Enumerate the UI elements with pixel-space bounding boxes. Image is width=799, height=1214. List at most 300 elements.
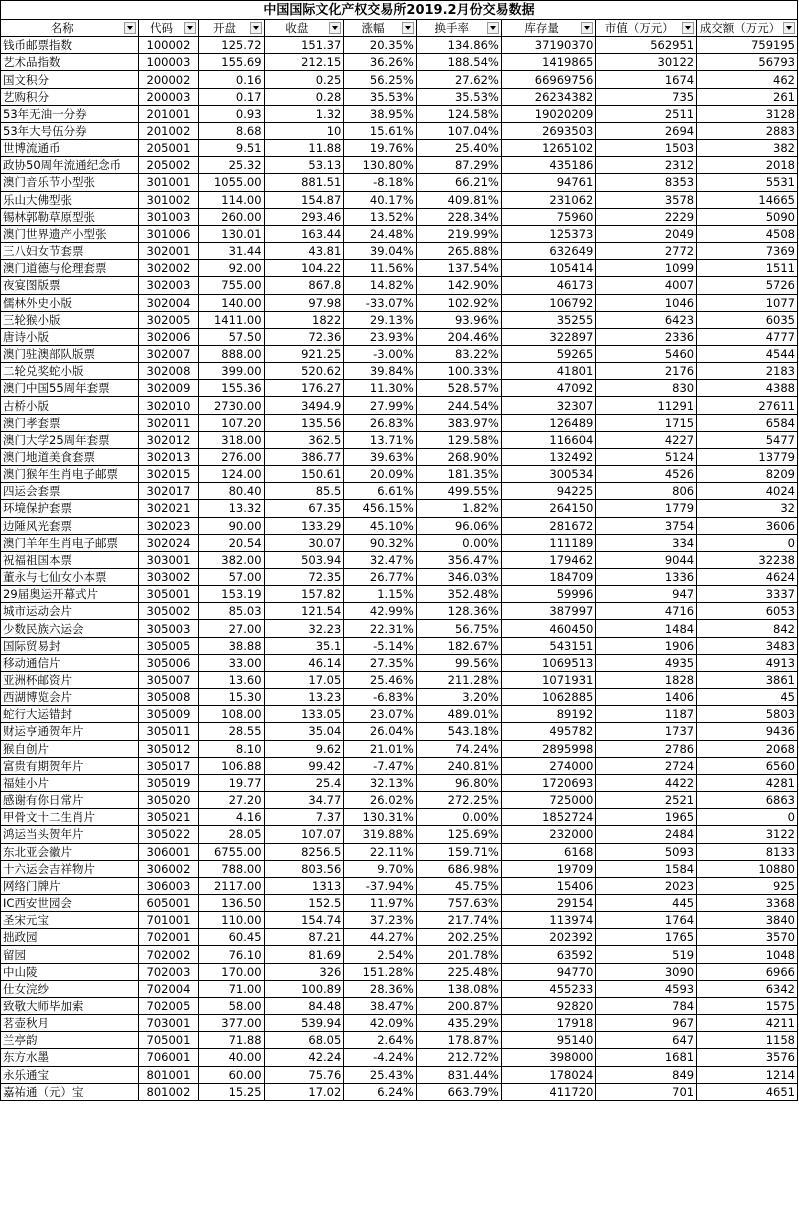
cell-change: 24.48% xyxy=(344,225,416,242)
cell-change: 21.01% xyxy=(344,740,416,757)
cell-open: 110.00 xyxy=(199,912,264,929)
cell-name: 澳门道德与伦理套票 xyxy=(1,260,139,277)
cell-close: 81.69 xyxy=(264,946,344,963)
cell-open: 19.77 xyxy=(199,774,264,791)
cell-volume: 4777 xyxy=(697,328,798,345)
table-row xyxy=(1,826,798,843)
cell-turnover: 0.00% xyxy=(416,809,501,826)
cell-name: 少数民族六运会 xyxy=(1,620,139,637)
cell-open: 4.16 xyxy=(199,809,264,826)
filter-dropdown-icon[interactable] xyxy=(124,22,136,34)
cell-change: 26.02% xyxy=(344,792,416,809)
cell-change: 23.07% xyxy=(344,706,416,723)
table-row xyxy=(1,328,798,345)
cell-code: 302010 xyxy=(138,397,199,414)
cell-market-value: 562951 xyxy=(596,37,697,54)
cell-stock: 116604 xyxy=(501,431,596,448)
cell-stock: 184709 xyxy=(501,569,596,586)
cell-turnover: 182.67% xyxy=(416,637,501,654)
cell-code: 205001 xyxy=(138,140,199,157)
cell-name: 夜宴图版票 xyxy=(1,277,139,294)
cell-stock: 41801 xyxy=(501,363,596,380)
table-row xyxy=(1,483,798,500)
cell-stock: 300534 xyxy=(501,466,596,483)
table-row xyxy=(1,311,798,328)
column-header-label: 代码 xyxy=(149,21,173,36)
cell-open: 58.00 xyxy=(199,997,264,1014)
cell-volume: 6053 xyxy=(697,603,798,620)
cell-open: 13.60 xyxy=(199,671,264,688)
cell-code: 302006 xyxy=(138,328,199,345)
cell-volume: 13779 xyxy=(697,448,798,465)
column-header-change xyxy=(344,20,416,37)
cell-stock: 89192 xyxy=(501,706,596,723)
table-row xyxy=(1,997,798,1014)
cell-code: 702002 xyxy=(138,946,199,963)
cell-change: 151.28% xyxy=(344,963,416,980)
cell-market-value: 1765 xyxy=(596,929,697,946)
cell-stock: 231062 xyxy=(501,191,596,208)
cell-code: 200003 xyxy=(138,88,199,105)
table-row xyxy=(1,140,798,157)
cell-close: 157.82 xyxy=(264,586,344,603)
cell-change: -5.14% xyxy=(344,637,416,654)
cell-close: 176.27 xyxy=(264,380,344,397)
cell-market-value: 11291 xyxy=(596,397,697,414)
cell-open: 125.72 xyxy=(199,37,264,54)
cell-stock: 106792 xyxy=(501,294,596,311)
cell-close: 1313 xyxy=(264,877,344,894)
cell-open: 28.55 xyxy=(199,723,264,740)
cell-volume: 6035 xyxy=(697,311,798,328)
column-header-stock xyxy=(501,20,596,37)
filter-dropdown-icon[interactable] xyxy=(329,22,341,34)
cell-open: 140.00 xyxy=(199,294,264,311)
cell-stock: 94761 xyxy=(501,174,596,191)
cell-code: 302005 xyxy=(138,311,199,328)
cell-name: 国文积分 xyxy=(1,71,139,88)
cell-open: 2730.00 xyxy=(199,397,264,414)
cell-turnover: 87.29% xyxy=(416,157,501,174)
cell-name: 53年大号伍分券 xyxy=(1,122,139,139)
cell-open: 318.00 xyxy=(199,431,264,448)
cell-market-value: 2229 xyxy=(596,208,697,225)
cell-market-value: 4422 xyxy=(596,774,697,791)
cell-stock: 94770 xyxy=(501,963,596,980)
cell-turnover: 96.06% xyxy=(416,517,501,534)
table-row xyxy=(1,1083,798,1100)
table-body xyxy=(1,37,798,1101)
cell-volume: 261 xyxy=(697,88,798,105)
cell-market-value: 3754 xyxy=(596,517,697,534)
cell-market-value: 784 xyxy=(596,997,697,1014)
cell-open: 60.00 xyxy=(199,1066,264,1083)
cell-open: 28.05 xyxy=(199,826,264,843)
cell-volume: 3576 xyxy=(697,1049,798,1066)
cell-open: 0.93 xyxy=(199,105,264,122)
cell-code: 302011 xyxy=(138,414,199,431)
filter-dropdown-icon[interactable] xyxy=(682,22,694,34)
filter-dropdown-icon[interactable] xyxy=(250,22,262,34)
cell-name: 十六运会吉祥物片 xyxy=(1,860,139,877)
cell-open: 108.00 xyxy=(199,706,264,723)
cell-turnover: 102.92% xyxy=(416,294,501,311)
table-row xyxy=(1,37,798,54)
cell-code: 301003 xyxy=(138,208,199,225)
cell-stock: 1720693 xyxy=(501,774,596,791)
cell-market-value: 5460 xyxy=(596,345,697,362)
cell-stock: 132492 xyxy=(501,448,596,465)
cell-close: 152.5 xyxy=(264,894,344,911)
cell-close: 293.46 xyxy=(264,208,344,225)
cell-open: 1055.00 xyxy=(199,174,264,191)
table-row xyxy=(1,1066,798,1083)
cell-close: 8256.5 xyxy=(264,843,344,860)
cell-name: 澳门中国55周年套票 xyxy=(1,380,139,397)
cell-name: 三轮猴小版 xyxy=(1,311,139,328)
table-row xyxy=(1,277,798,294)
cell-market-value: 1906 xyxy=(596,637,697,654)
cell-code: 703001 xyxy=(138,1015,199,1032)
cell-open: 38.88 xyxy=(199,637,264,654)
cell-volume: 842 xyxy=(697,620,798,637)
cell-stock: 179462 xyxy=(501,551,596,568)
cell-change: 9.70% xyxy=(344,860,416,877)
table-row xyxy=(1,174,798,191)
cell-name: 澳门音乐节小型张 xyxy=(1,174,139,191)
cell-market-value: 2336 xyxy=(596,328,697,345)
cell-change: 38.47% xyxy=(344,997,416,1014)
table-row xyxy=(1,225,798,242)
cell-volume: 1077 xyxy=(697,294,798,311)
cell-market-value: 2484 xyxy=(596,826,697,843)
cell-code: 302004 xyxy=(138,294,199,311)
filter-dropdown-icon[interactable] xyxy=(783,22,795,34)
cell-volume: 8133 xyxy=(697,843,798,860)
cell-change: 11.56% xyxy=(344,260,416,277)
cell-close: 35.1 xyxy=(264,637,344,654)
cell-close: 30.07 xyxy=(264,534,344,551)
cell-volume: 4624 xyxy=(697,569,798,586)
cell-code: 305001 xyxy=(138,586,199,603)
cell-volume: 5090 xyxy=(697,208,798,225)
cell-market-value: 1046 xyxy=(596,294,697,311)
cell-name: 财运亨通贺年片 xyxy=(1,723,139,740)
cell-turnover: 0.00% xyxy=(416,534,501,551)
cell-stock: 6168 xyxy=(501,843,596,860)
cell-open: 106.88 xyxy=(199,757,264,774)
cell-close: 520.62 xyxy=(264,363,344,380)
cell-turnover: 200.87% xyxy=(416,997,501,1014)
cell-turnover: 244.54% xyxy=(416,397,501,414)
cell-name: 国际贸易封 xyxy=(1,637,139,654)
table-row xyxy=(1,71,798,88)
cell-close: 46.14 xyxy=(264,654,344,671)
cell-name: 儒林外史小版 xyxy=(1,294,139,311)
cell-change: -7.47% xyxy=(344,757,416,774)
cell-name: 东北亚会徽片 xyxy=(1,843,139,860)
cell-change: 319.88% xyxy=(344,826,416,843)
cell-stock: 281672 xyxy=(501,517,596,534)
cell-turnover: 181.35% xyxy=(416,466,501,483)
cell-volume: 1048 xyxy=(697,946,798,963)
cell-change: 19.76% xyxy=(344,140,416,157)
cell-name: 茗壶秋月 xyxy=(1,1015,139,1032)
filter-dropdown-icon[interactable] xyxy=(402,22,414,34)
cell-name: 澳门驻澳部队版票 xyxy=(1,345,139,362)
cell-open: 15.25 xyxy=(199,1083,264,1100)
cell-name: 董永与七仙女小本票 xyxy=(1,569,139,586)
cell-stock: 63592 xyxy=(501,946,596,963)
trading-data-table xyxy=(0,19,798,1101)
cell-code: 302024 xyxy=(138,534,199,551)
column-header-name xyxy=(1,20,139,37)
cell-change: 456.15% xyxy=(344,500,416,517)
table-row xyxy=(1,723,798,740)
cell-code: 302002 xyxy=(138,260,199,277)
cell-turnover: 56.75% xyxy=(416,620,501,637)
cell-close: 104.22 xyxy=(264,260,344,277)
cell-open: 27.00 xyxy=(199,620,264,637)
cell-code: 305007 xyxy=(138,671,199,688)
table-row xyxy=(1,534,798,551)
cell-open: 107.20 xyxy=(199,414,264,431)
cell-turnover: 178.87% xyxy=(416,1032,501,1049)
table-row xyxy=(1,894,798,911)
cell-open: 788.00 xyxy=(199,860,264,877)
cell-change: 6.24% xyxy=(344,1083,416,1100)
cell-turnover: 346.03% xyxy=(416,569,501,586)
cell-change: 40.17% xyxy=(344,191,416,208)
cell-close: 154.74 xyxy=(264,912,344,929)
cell-code: 100002 xyxy=(138,37,199,54)
cell-code: 306001 xyxy=(138,843,199,860)
cell-volume: 6584 xyxy=(697,414,798,431)
cell-open: 2117.00 xyxy=(199,877,264,894)
table-row xyxy=(1,294,798,311)
cell-name: 圣宋元宝 xyxy=(1,912,139,929)
cell-volume: 759195 xyxy=(697,37,798,54)
filter-dropdown-icon[interactable] xyxy=(184,22,196,34)
cell-volume: 32238 xyxy=(697,551,798,568)
table-row xyxy=(1,1032,798,1049)
cell-close: 25.4 xyxy=(264,774,344,791)
cell-stock: 19020209 xyxy=(501,105,596,122)
cell-market-value: 1764 xyxy=(596,912,697,929)
cell-change: 39.63% xyxy=(344,448,416,465)
cell-open: 0.17 xyxy=(199,88,264,105)
cell-code: 301002 xyxy=(138,191,199,208)
cell-volume: 3840 xyxy=(697,912,798,929)
cell-name: 钱币邮票指数 xyxy=(1,37,139,54)
cell-volume: 3128 xyxy=(697,105,798,122)
table-row xyxy=(1,466,798,483)
table-row xyxy=(1,860,798,877)
table-row xyxy=(1,757,798,774)
cell-close: 17.05 xyxy=(264,671,344,688)
cell-close: 97.98 xyxy=(264,294,344,311)
cell-volume: 3122 xyxy=(697,826,798,843)
cell-change: -8.18% xyxy=(344,174,416,191)
cell-stock: 17918 xyxy=(501,1015,596,1032)
cell-stock: 232000 xyxy=(501,826,596,843)
cell-change: 36.26% xyxy=(344,54,416,71)
cell-volume: 27611 xyxy=(697,397,798,414)
table-row xyxy=(1,431,798,448)
cell-code: 305020 xyxy=(138,792,199,809)
cell-turnover: 663.79% xyxy=(416,1083,501,1100)
cell-turnover: 142.90% xyxy=(416,277,501,294)
cell-code: 200002 xyxy=(138,71,199,88)
cell-volume: 1575 xyxy=(697,997,798,1014)
cell-close: 34.77 xyxy=(264,792,344,809)
cell-stock: 495782 xyxy=(501,723,596,740)
cell-close: 9.62 xyxy=(264,740,344,757)
cell-close: 121.54 xyxy=(264,603,344,620)
cell-turnover: 204.46% xyxy=(416,328,501,345)
cell-stock: 95140 xyxy=(501,1032,596,1049)
cell-market-value: 2724 xyxy=(596,757,697,774)
header-row xyxy=(1,20,798,37)
cell-code: 302023 xyxy=(138,517,199,534)
cell-stock: 113974 xyxy=(501,912,596,929)
table-row xyxy=(1,88,798,105)
cell-market-value: 849 xyxy=(596,1066,697,1083)
cell-open: 155.69 xyxy=(199,54,264,71)
cell-market-value: 3090 xyxy=(596,963,697,980)
cell-turnover: 125.69% xyxy=(416,826,501,843)
cell-code: 201002 xyxy=(138,122,199,139)
cell-turnover: 35.53% xyxy=(416,88,501,105)
table-row xyxy=(1,774,798,791)
cell-change: 56.25% xyxy=(344,71,416,88)
cell-market-value: 5124 xyxy=(596,448,697,465)
cell-volume: 3861 xyxy=(697,671,798,688)
cell-change: 23.93% xyxy=(344,328,416,345)
cell-market-value: 1503 xyxy=(596,140,697,157)
cell-change: -37.94% xyxy=(344,877,416,894)
cell-open: 260.00 xyxy=(199,208,264,225)
cell-turnover: 93.96% xyxy=(416,311,501,328)
cell-open: 57.50 xyxy=(199,328,264,345)
cell-market-value: 4935 xyxy=(596,654,697,671)
cell-code: 305009 xyxy=(138,706,199,723)
cell-stock: 46173 xyxy=(501,277,596,294)
cell-stock: 125373 xyxy=(501,225,596,242)
cell-volume: 1511 xyxy=(697,260,798,277)
cell-close: 326 xyxy=(264,963,344,980)
cell-volume: 3368 xyxy=(697,894,798,911)
cell-stock: 411720 xyxy=(501,1083,596,1100)
cell-stock: 59265 xyxy=(501,345,596,362)
column-header-code xyxy=(138,20,199,37)
cell-change: 11.97% xyxy=(344,894,416,911)
table-row xyxy=(1,1049,798,1066)
cell-market-value: 1584 xyxy=(596,860,697,877)
cell-stock: 37190370 xyxy=(501,37,596,54)
cell-close: 0.25 xyxy=(264,71,344,88)
cell-stock: 725000 xyxy=(501,792,596,809)
cell-stock: 15406 xyxy=(501,877,596,894)
filter-dropdown-icon[interactable] xyxy=(581,22,593,34)
cell-volume: 9436 xyxy=(697,723,798,740)
cell-close: 135.56 xyxy=(264,414,344,431)
table-row xyxy=(1,963,798,980)
cell-code: 305002 xyxy=(138,603,199,620)
cell-turnover: 96.80% xyxy=(416,774,501,791)
cell-volume: 2068 xyxy=(697,740,798,757)
filter-dropdown-icon[interactable] xyxy=(487,22,499,34)
cell-open: 33.00 xyxy=(199,654,264,671)
cell-turnover: 100.33% xyxy=(416,363,501,380)
cell-market-value: 2049 xyxy=(596,225,697,242)
cell-turnover: 686.98% xyxy=(416,860,501,877)
cell-name: 29届奥运开幕式片 xyxy=(1,586,139,603)
cell-volume: 0 xyxy=(697,809,798,826)
cell-name: 猴自创片 xyxy=(1,740,139,757)
table-row xyxy=(1,448,798,465)
cell-volume: 4651 xyxy=(697,1083,798,1100)
cell-volume: 2183 xyxy=(697,363,798,380)
cell-turnover: 228.34% xyxy=(416,208,501,225)
cell-open: 888.00 xyxy=(199,345,264,362)
cell-close: 68.05 xyxy=(264,1032,344,1049)
cell-change: 42.99% xyxy=(344,603,416,620)
cell-stock: 1071931 xyxy=(501,671,596,688)
cell-code: 702005 xyxy=(138,997,199,1014)
cell-volume: 45 xyxy=(697,689,798,706)
cell-name: 留园 xyxy=(1,946,139,963)
cell-code: 302015 xyxy=(138,466,199,483)
cell-open: 31.44 xyxy=(199,243,264,260)
cell-code: 705001 xyxy=(138,1032,199,1049)
cell-stock: 92820 xyxy=(501,997,596,1014)
cell-turnover: 499.55% xyxy=(416,483,501,500)
cell-close: 10 xyxy=(264,122,344,139)
cell-turnover: 25.40% xyxy=(416,140,501,157)
cell-stock: 387997 xyxy=(501,603,596,620)
table-row xyxy=(1,122,798,139)
column-header-turnover xyxy=(416,20,501,37)
cell-volume: 6966 xyxy=(697,963,798,980)
column-header-label: 开盘 xyxy=(212,21,236,36)
cell-change: 14.82% xyxy=(344,277,416,294)
cell-volume: 0 xyxy=(697,534,798,551)
cell-name: IC西安世园会 xyxy=(1,894,139,911)
cell-change: 130.80% xyxy=(344,157,416,174)
cell-close: 154.87 xyxy=(264,191,344,208)
column-header-close xyxy=(264,20,344,37)
cell-code: 305006 xyxy=(138,654,199,671)
cell-change: 20.35% xyxy=(344,37,416,54)
cell-stock: 126489 xyxy=(501,414,596,431)
cell-name: 澳门猴年生肖电子邮票 xyxy=(1,466,139,483)
cell-market-value: 445 xyxy=(596,894,697,911)
cell-open: 155.36 xyxy=(199,380,264,397)
cell-open: 20.54 xyxy=(199,534,264,551)
cell-name: 乐山大佛型张 xyxy=(1,191,139,208)
cell-open: 8.68 xyxy=(199,122,264,139)
cell-volume: 14665 xyxy=(697,191,798,208)
cell-volume: 6863 xyxy=(697,792,798,809)
cell-close: 17.02 xyxy=(264,1083,344,1100)
cell-stock: 29154 xyxy=(501,894,596,911)
cell-close: 43.81 xyxy=(264,243,344,260)
cell-market-value: 1406 xyxy=(596,689,697,706)
cell-code: 301006 xyxy=(138,225,199,242)
cell-code: 201001 xyxy=(138,105,199,122)
cell-close: 881.51 xyxy=(264,174,344,191)
